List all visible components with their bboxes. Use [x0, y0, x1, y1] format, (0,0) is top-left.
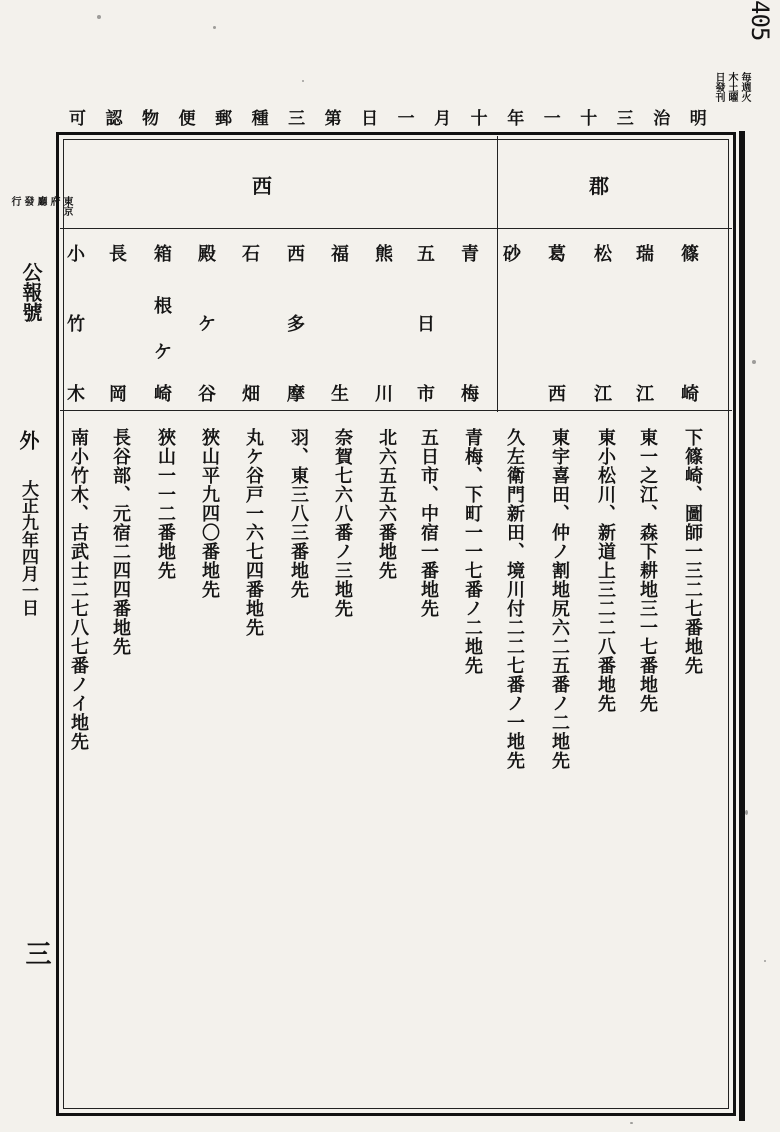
- place-name-char: 木: [67, 384, 85, 405]
- places-divider: [60, 410, 732, 411]
- address-text: 奈賀七六八番ノ三地先: [332, 428, 353, 618]
- place-name-char: 石: [242, 244, 260, 265]
- place-name-char: 崎: [154, 384, 172, 405]
- place-name-char: 殿: [198, 244, 216, 265]
- table-right-rule: [739, 131, 745, 1121]
- place-name-char: 小: [67, 244, 85, 265]
- place-name-char: ケ: [154, 342, 172, 363]
- margin-date: 大正九年四月一日: [18, 480, 38, 616]
- place-name-char: 西: [287, 244, 305, 265]
- place-name-char: 谷: [198, 384, 216, 405]
- place-name-char: 川: [375, 384, 393, 405]
- place-name-char: 箱: [154, 244, 172, 265]
- publication-note: [713, 72, 750, 102]
- section-header-right: 郡: [589, 174, 609, 198]
- header-title-char: 治: [653, 109, 671, 129]
- header-title-char: 認: [105, 109, 123, 129]
- header-title-char: 年: [507, 109, 525, 129]
- place-name-char: 畑: [242, 384, 260, 405]
- header-title-char: 十: [580, 109, 598, 129]
- address-text: 狹山平九四〇番地先: [199, 428, 220, 599]
- place-name: [236, 240, 266, 410]
- margin-paper-name: 公報號: [19, 262, 43, 322]
- place-name-char: 生: [331, 384, 349, 405]
- place-name-char: 熊: [375, 244, 393, 265]
- header-title-char: 種: [251, 109, 269, 129]
- place-name-char: 崎: [681, 384, 699, 405]
- place-name: [497, 240, 527, 410]
- address-text: 南小竹木、古武士二七八七番ノイ地先: [68, 428, 89, 751]
- place-name-char: 西: [548, 384, 566, 405]
- place-name: [325, 240, 355, 410]
- margin-publisher-part: 行: [9, 196, 20, 206]
- place-name-char: 松: [594, 244, 612, 265]
- margin-publisher-part: 東京: [61, 196, 72, 216]
- publication-note-line: 日發刊: [713, 72, 724, 102]
- place-name-char: ケ: [198, 314, 216, 335]
- header-title-char: 十: [470, 109, 488, 129]
- place-name-char: 摩: [287, 384, 305, 405]
- header-title-char: 便: [178, 109, 196, 129]
- place-name: [103, 240, 133, 410]
- place-name-char: 根: [154, 296, 172, 317]
- margin-publisher-part: 廳: [35, 196, 46, 206]
- address-text: 丸ケ谷戸一六七四番地先: [243, 428, 264, 637]
- header-title-char: 日: [361, 109, 379, 129]
- address-text: 東宇喜田、仲ノ割地尻六二五番ノ二地先: [549, 428, 570, 770]
- place-name: [630, 240, 660, 410]
- place-name-char: 江: [636, 384, 654, 405]
- header-title-char: 一: [397, 109, 415, 129]
- address-text: 久左衛門新田、境川付二二七番ノ一地先: [504, 428, 525, 770]
- header-title-char: 可: [69, 109, 86, 129]
- header-title-char: 月: [434, 109, 452, 129]
- address-text: 羽、東三八三番地先: [288, 428, 309, 599]
- place-name-char: 篠: [681, 244, 699, 265]
- place-name-char: 瑞: [636, 244, 654, 265]
- place-name: [369, 240, 399, 410]
- place-name: [411, 240, 441, 410]
- page-number: 405: [746, 0, 774, 41]
- header-title: [64, 104, 712, 129]
- place-name-char: 日: [417, 314, 435, 335]
- publication-note-line: 木土曜: [726, 72, 737, 102]
- header-title-char: 第: [324, 109, 342, 129]
- place-name-char: 葛: [548, 244, 566, 265]
- publication-note-line: 毎週火: [739, 72, 750, 102]
- place-name-char: 市: [417, 384, 435, 405]
- address-text: 青梅、下町一一七番ノ二地先: [462, 428, 483, 675]
- header-divider: [60, 228, 732, 229]
- margin-publisher-part: 府: [48, 196, 59, 206]
- header-title-char: 郵: [215, 109, 233, 129]
- address-text: 東小松川、新道上三二二八番地先: [595, 428, 616, 713]
- place-name: [542, 240, 572, 410]
- place-name: [61, 240, 91, 410]
- margin-page-number: 三: [21, 940, 51, 966]
- place-name-char: 岡: [109, 384, 127, 405]
- address-text: 長谷部、元宿二四四番地先: [110, 428, 131, 656]
- header-title-char: 物: [142, 109, 160, 129]
- place-name-char: 五: [417, 244, 435, 265]
- place-name: [148, 240, 178, 410]
- place-name: [455, 240, 485, 410]
- place-name-char: 長: [109, 244, 127, 265]
- place-name: [192, 240, 222, 410]
- place-name-char: 多: [287, 314, 305, 335]
- address-text: 五日市、中宿一番地先: [418, 428, 439, 618]
- header-title-char: 三: [288, 109, 306, 129]
- header-title-char: 明: [689, 109, 707, 129]
- place-name-char: 梅: [461, 384, 479, 405]
- address-text: 狹山一一二番地先: [155, 428, 176, 580]
- place-name: [675, 240, 705, 410]
- place-name-char: 福: [331, 244, 349, 265]
- place-name-char: 青: [461, 244, 479, 265]
- address-text: 下篠崎、圖師一三二七番地先: [682, 428, 703, 675]
- place-name: [281, 240, 311, 410]
- place-name-char: 竹: [67, 314, 85, 335]
- address-text: 東一之江、森下耕地三一七番地先: [637, 428, 658, 713]
- address-text: 北六五五六番地先: [376, 428, 397, 580]
- section-header-left: 西: [252, 174, 272, 198]
- place-name-char: 江: [594, 384, 612, 405]
- header-title-char: 一: [543, 109, 561, 129]
- place-name-char: 砂: [503, 244, 521, 265]
- margin-publisher-part: 發: [22, 196, 33, 206]
- header-title-char: 三: [616, 109, 634, 129]
- margin-publisher: [8, 196, 72, 216]
- place-name: [588, 240, 618, 410]
- margin-extra: 外: [16, 430, 40, 450]
